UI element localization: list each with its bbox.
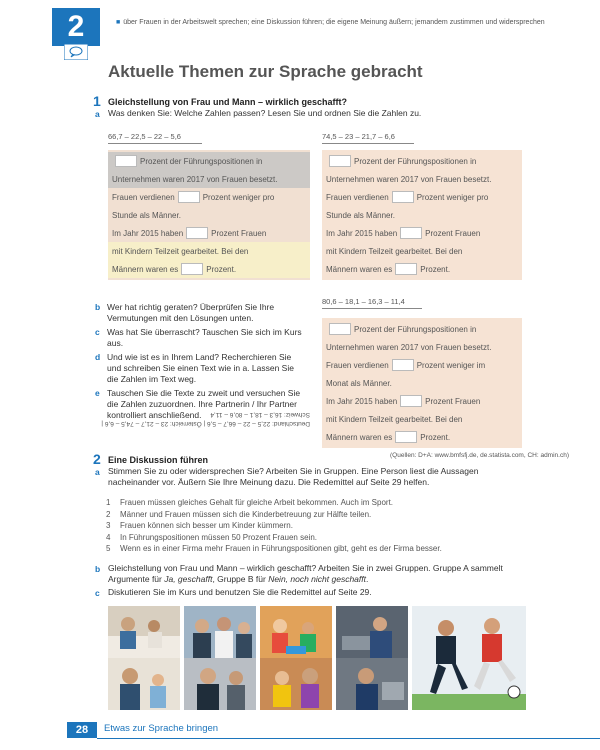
task-letter: d bbox=[95, 352, 101, 362]
statements-list bbox=[106, 497, 526, 555]
numbers-card-3: 80,6 – 18,1 – 16,3 – 11,4 bbox=[322, 297, 422, 309]
card-text: Stunde als Männer. bbox=[326, 210, 395, 220]
card-line bbox=[108, 206, 310, 224]
list-item bbox=[93, 327, 303, 349]
card-text: Frauen verdienen bbox=[326, 192, 389, 202]
card-text: Unternehmen waren 2017 von Frauen besetzt. bbox=[326, 174, 492, 184]
photo-collage bbox=[108, 606, 526, 710]
card-line bbox=[108, 260, 310, 278]
list-item bbox=[93, 352, 303, 385]
answer-slot[interactable] bbox=[392, 191, 414, 203]
task-2b-emphasis: Nein, noch nicht geschafft bbox=[268, 574, 366, 584]
section-2-title: Eine Diskussion führen bbox=[108, 455, 209, 465]
card-text: Männern waren es bbox=[326, 264, 393, 274]
card-line bbox=[322, 374, 522, 392]
card-text: Im Jahr 2015 haben bbox=[112, 228, 184, 238]
card-text: Frauen verdienen bbox=[112, 192, 175, 202]
card-line bbox=[322, 170, 522, 188]
card-text: Unternehmen waren 2017 von Frauen besetzt. bbox=[112, 174, 278, 184]
speech-bubble-icon bbox=[64, 44, 88, 60]
task-text: Und wie ist es in Ihrem Land? Recherchieren Sie und schreiben Sie einen Text wie in a. Lassen Sie die Zahlen im Text weg. bbox=[107, 352, 294, 384]
task-2a-text: Stimmen Sie zu oder widersprechen Sie? Arbeiten Sie in Gruppen. Eine Person liest die Aussagen nacheinander vor. Äußern Sie Ihre Meinung dazu. Die Redemittel auf Seite 29 helfen. bbox=[108, 466, 479, 487]
chapter-footer-title: Etwas zur Sprache bringen bbox=[104, 723, 219, 734]
statement-text: Frauen müssen gleiches Gehalt für gleiche Arbeit bekommen. Auch im Sport. bbox=[120, 498, 394, 507]
task-letter: b bbox=[95, 302, 101, 312]
task-2b-letter: b bbox=[95, 564, 101, 574]
card-line bbox=[108, 224, 310, 242]
card-line bbox=[322, 338, 522, 356]
numbers-card-2: 74,5 – 23 – 21,7 – 6,6 bbox=[322, 132, 414, 144]
photo-office-meeting bbox=[184, 606, 256, 710]
card-line bbox=[108, 152, 310, 170]
task-text: Was hat Sie überrascht? Tauschen Sie sich im Kurs aus. bbox=[107, 327, 302, 348]
upside-down-solution: Deutschland: 22,5 – 22 – 66,7 – 5,6 | Österreich: 23 – 21,7 – 74,5 – 6,6 | Schweiz: 16,3 – 18,1 – 80,6 – 11,4 bbox=[101, 411, 310, 427]
card-line bbox=[322, 152, 522, 170]
statement-text: Frauen können sich besser um Kinder kümmern. bbox=[120, 521, 293, 530]
card-text: mit Kindern Teilzeit gearbeitet. Bei den bbox=[326, 414, 463, 424]
task-2b-text bbox=[108, 563, 528, 585]
answer-slot[interactable] bbox=[395, 431, 417, 443]
footer-divider bbox=[97, 738, 600, 739]
statement-number: 5 bbox=[106, 544, 111, 553]
text-card-switzerland bbox=[322, 318, 522, 448]
statement-number: 2 bbox=[106, 509, 111, 519]
task-2c-letter: c bbox=[95, 588, 100, 598]
list-item bbox=[106, 543, 526, 555]
task-text: Wer hat richtig geraten? Überprüfen Sie Ihre Vermutungen mit den Lösungen unten. bbox=[107, 302, 275, 323]
list-item bbox=[106, 509, 526, 521]
intro-bullet: ■ bbox=[116, 19, 121, 26]
task-2b-text-part: . bbox=[366, 574, 369, 584]
list-item bbox=[106, 520, 526, 532]
card-line bbox=[108, 188, 310, 206]
card-line bbox=[322, 224, 522, 242]
answer-slot[interactable] bbox=[186, 227, 208, 239]
answer-slot[interactable] bbox=[329, 155, 351, 167]
list-item bbox=[106, 532, 526, 544]
source-note: (Quellen: D+A: www.bmfsfj.de, de.statista.com, CH: admin.ch) bbox=[390, 452, 569, 459]
answer-slot[interactable] bbox=[115, 155, 137, 167]
chapter-number-badge: 2 bbox=[52, 8, 100, 46]
task-2b-text-part: Gleichstellung von Frau und Mann – wirklich geschafft? Arbeiten Sie in zwei Gruppen. Gruppe A sammelt Argumente für bbox=[108, 563, 503, 584]
task-letter: c bbox=[95, 327, 100, 337]
statement-text: In Führungspositionen müssen 50 Prozent Frauen sein. bbox=[120, 532, 318, 542]
card-text: Im Jahr 2015 haben bbox=[326, 228, 398, 238]
card-line bbox=[322, 320, 522, 338]
list-item bbox=[106, 497, 526, 509]
card-text: Prozent der Führungspositionen in bbox=[140, 156, 263, 166]
section-2-number: 2 bbox=[93, 451, 101, 467]
card-line bbox=[322, 428, 522, 446]
card-text: Prozent. bbox=[206, 264, 237, 274]
card-text: Prozent Frauen bbox=[211, 228, 267, 238]
statement-number: 3 bbox=[106, 521, 111, 530]
card-line bbox=[108, 170, 310, 188]
card-text: Prozent. bbox=[420, 264, 451, 274]
answer-slot[interactable] bbox=[400, 395, 422, 407]
chapter-intro bbox=[116, 18, 576, 27]
card-text: Männern waren es bbox=[326, 432, 393, 442]
card-text: Unternehmen waren 2017 von Frauen besetzt. bbox=[326, 342, 492, 352]
intro-text: über Frauen in der Arbeitswelt sprechen; eine Diskussion führen; die eigene Meinung äußern; jemandem zustimmen und widersprechen bbox=[123, 19, 545, 26]
card-text: Stunde als Männer. bbox=[112, 210, 181, 220]
task-2b-emphasis: Ja, geschafft bbox=[164, 574, 213, 584]
statement-number: 4 bbox=[106, 532, 111, 542]
card-line bbox=[322, 242, 522, 260]
text-card-germany bbox=[108, 150, 310, 280]
page-number: 28 bbox=[67, 722, 97, 738]
card-text: Prozent der Führungspositionen in bbox=[354, 156, 477, 166]
card-text: Prozent weniger pro bbox=[202, 192, 275, 202]
answer-slot[interactable] bbox=[392, 359, 414, 371]
tasks-1b-to-1e bbox=[93, 302, 303, 424]
task-1a-text: Was denken Sie: Welche Zahlen passen? Lesen Sie und ordnen Sie die Zahlen zu. bbox=[108, 108, 422, 118]
statement-number: 1 bbox=[106, 498, 111, 507]
card-text: mit Kindern Teilzeit gearbeitet. Bei den bbox=[112, 246, 249, 256]
photo-kids-playing bbox=[260, 606, 332, 710]
card-text: Im Jahr 2015 haben bbox=[326, 396, 398, 406]
task-text: Tauschen Sie die Texte zu zweit und versuchen Sie die Zahlen zuzuordnen. Ihre Partnerin / Ihr Partner kontrolliert anschließend. bbox=[107, 388, 301, 420]
task-letter: e bbox=[95, 388, 100, 398]
answer-slot[interactable] bbox=[329, 323, 351, 335]
task-2b-text-part: , Gruppe B für bbox=[212, 574, 269, 584]
page-title: Aktuelle Themen zur Sprache gebracht bbox=[108, 62, 423, 81]
card-text: Monat als Männer. bbox=[326, 378, 392, 388]
card-line bbox=[108, 242, 310, 260]
card-line bbox=[322, 410, 522, 428]
numbers-card-1: 66,7 – 22,5 – 22 – 5,6 bbox=[108, 132, 202, 144]
card-text: Prozent der Führungspositionen in bbox=[354, 324, 477, 334]
answer-slot[interactable] bbox=[178, 191, 200, 203]
card-line bbox=[322, 356, 522, 374]
task-1a-letter: a bbox=[95, 109, 100, 119]
answer-slot[interactable] bbox=[181, 263, 203, 275]
card-text: Prozent Frauen bbox=[425, 396, 481, 406]
card-text: Prozent weniger im bbox=[416, 360, 486, 370]
photo-mechanic-workshop bbox=[336, 606, 408, 710]
task-2c-text: Diskutieren Sie im Kurs und benutzen Sie die Redemittel auf Seite 29. bbox=[108, 587, 372, 597]
section-1-title: Gleichstellung von Frau und Mann – wirklich geschafft? bbox=[108, 97, 348, 107]
answer-slot[interactable] bbox=[400, 227, 422, 239]
card-text: mit Kindern Teilzeit gearbeitet. Bei den bbox=[326, 246, 463, 256]
photo-family-cooking bbox=[108, 606, 180, 710]
card-line bbox=[322, 206, 522, 224]
card-line bbox=[322, 392, 522, 410]
list-item bbox=[93, 302, 303, 324]
card-text: Prozent Frauen bbox=[425, 228, 481, 238]
card-text: Prozent. bbox=[420, 432, 451, 442]
task-2a-letter: a bbox=[95, 467, 100, 477]
statement-text: Männer und Frauen müssen sich die Kinderbetreuung zur Hälfte teilen. bbox=[120, 509, 372, 519]
photo-soccer-players bbox=[412, 606, 526, 710]
text-card-austria bbox=[322, 150, 522, 280]
card-line bbox=[322, 188, 522, 206]
card-text: Männern waren es bbox=[112, 264, 179, 274]
card-line bbox=[322, 260, 522, 278]
answer-slot[interactable] bbox=[395, 263, 417, 275]
statement-text: Wenn es in einer Firma mehr Frauen in Führungspositionen gibt, geht es der Firma besser. bbox=[120, 544, 442, 553]
section-1-number: 1 bbox=[93, 93, 101, 109]
card-text: Prozent weniger pro bbox=[416, 192, 489, 202]
card-text: Frauen verdienen bbox=[326, 360, 389, 370]
